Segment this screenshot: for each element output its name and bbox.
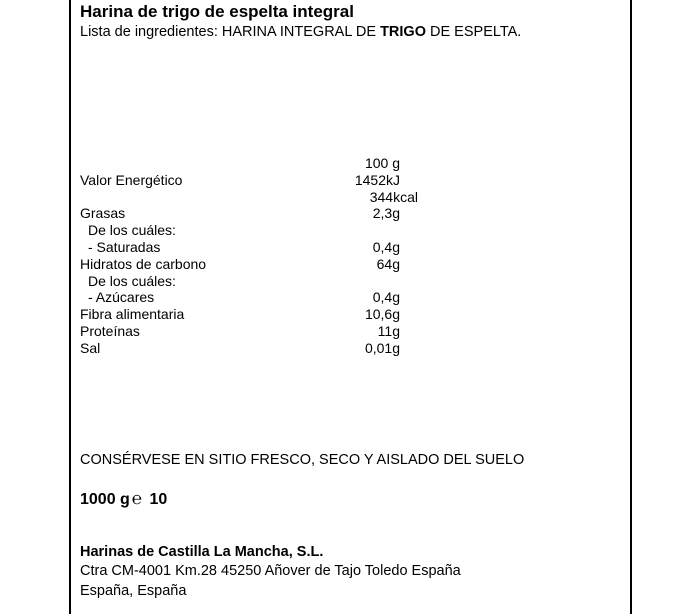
storage-instructions: CONSÉRVESE EN SITIO FRESCO, SECO Y AISLADO DEL SUELO [80,452,525,468]
nutrient-name: Fibra alimentaria [80,306,185,323]
nutrition-row [80,239,410,256]
nutrition-table [80,155,418,357]
nutrition-row [80,340,410,357]
nutrient-subheading: De los cuáles: [88,272,176,289]
nutrition-row [80,306,410,323]
nutrition-row [80,323,410,340]
nutrient-value: 2,3g [372,205,400,222]
nutrient-subheading: De los cuáles: [88,222,176,239]
nutrient-value: 11g [377,322,400,339]
nutrition-row [80,172,410,189]
nutrition-row [80,289,410,306]
ingredients-prefix: Lista de ingredientes: HARINA INTEGRAL DE [80,24,381,40]
nutrient-name: Proteínas [80,322,140,339]
estimated-e-mark-icon: ℮ [131,489,143,508]
product-title: Harina de trigo de espelta integral [80,2,354,21]
nutrient-name: Valor Energético [80,171,183,188]
net-amount: 1000 g [80,491,130,508]
nutrition-row [80,273,410,290]
nutrient-name: Grasas [80,205,126,222]
allergen-highlight: TRIGO [380,24,426,40]
nutrition-header-row [80,155,410,172]
nutrient-name: Sal [80,339,101,356]
ingredients-suffix: DE ESPELTA. [425,24,522,40]
nutrient-name: - Saturadas [88,238,161,255]
ingredients-list [80,24,521,40]
nutrient-value: 0,4g [372,238,400,255]
company-name: Harinas de Castilla La Mancha, S.L. [80,544,324,560]
nutrition-row [80,205,410,222]
nutrient-name: - Azúcares [88,289,155,306]
nutrition-row [80,256,410,273]
net-quantity [80,489,167,509]
nutrient-value: 1452kJ [354,171,400,188]
nutrient-value: 64g [376,255,400,272]
unit-count: 10 [149,491,168,508]
company-address: Ctra CM-4001 Km.28 45250 Añover de Tajo Toledo España [80,563,461,579]
nutrition-row [80,188,418,206]
nutrition-row [80,222,410,239]
per-100g-header: 100 g [364,155,400,171]
nutrient-name: Hidratos de carbono [80,255,207,272]
nutrient-value: 0,4g [372,289,400,306]
nutrient-value: 344kcal [369,188,418,205]
company-country: España, España [80,583,187,599]
nutrient-value: 10,6g [364,306,400,323]
nutrient-value: 0,01g [364,339,400,356]
